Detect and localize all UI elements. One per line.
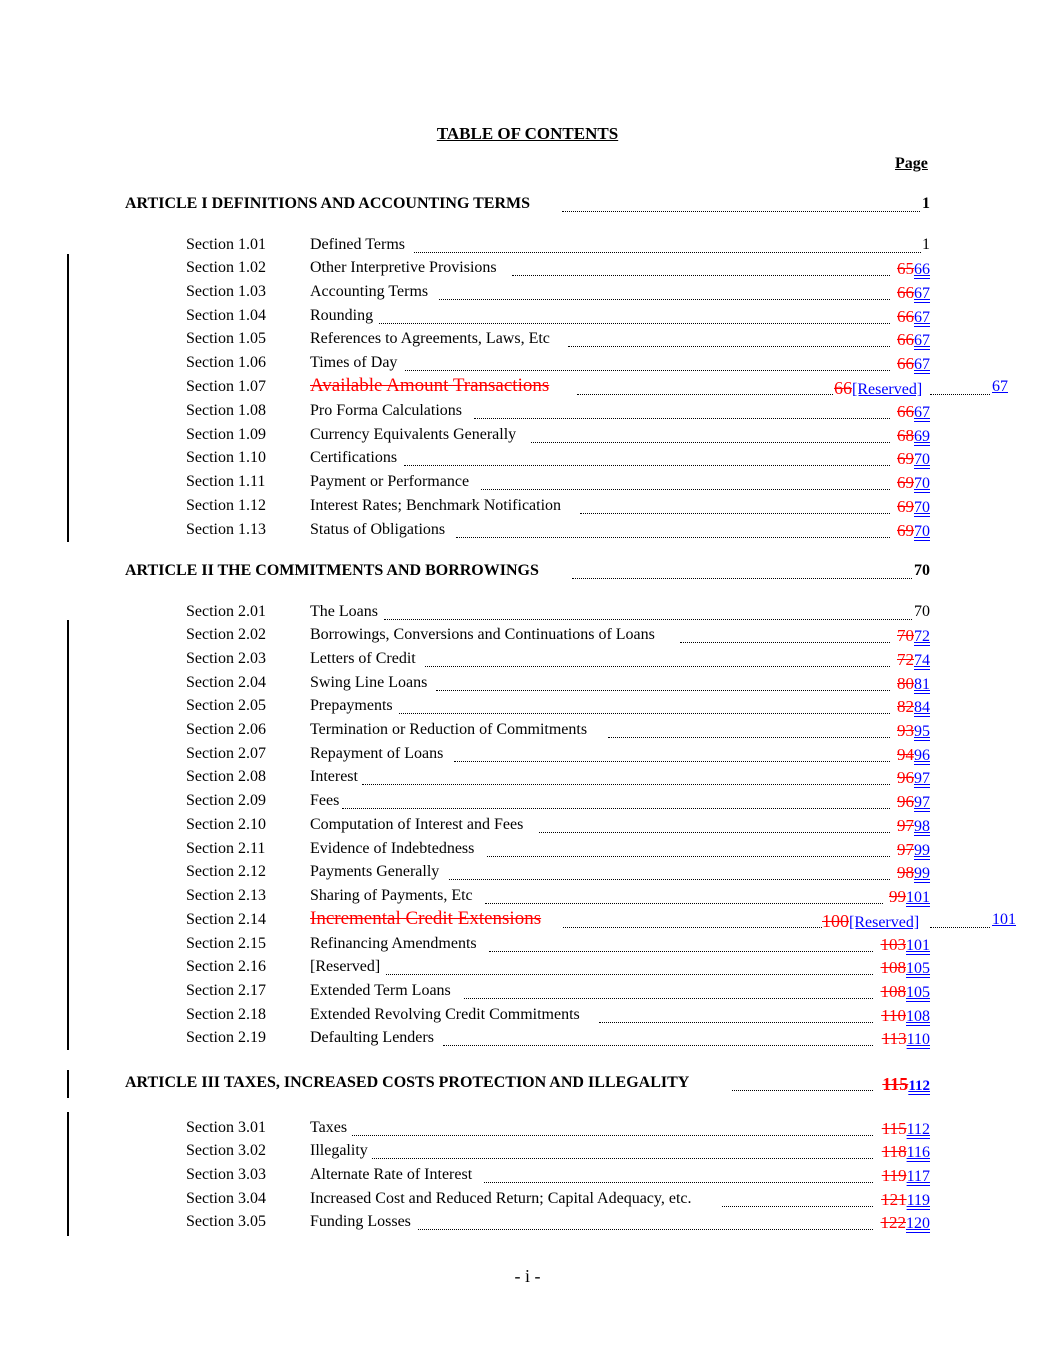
dot-leader [386, 974, 873, 975]
inserted-page-number: 69 [914, 428, 930, 445]
toc-section-entry[interactable] [0, 603, 1055, 627]
dot-leader [487, 856, 890, 857]
section-title: Times of Day [310, 354, 398, 371]
section-number: Section 3.01 [186, 1119, 266, 1136]
section-number: Section 2.11 [186, 840, 266, 857]
article-title: ARTICLE III TAXES, INCREASED COSTS PROTECTION AND ILLEGALITY [125, 1074, 690, 1091]
dot-leader [512, 275, 890, 276]
section-title: [Reserved] [310, 958, 381, 975]
inserted-page-number: 66 [914, 261, 930, 278]
deleted-page-number: 66 [897, 330, 914, 349]
section-number: Section 2.18 [186, 1006, 266, 1023]
section-number: Section 1.03 [186, 283, 266, 300]
inserted-page-number: 116 [906, 1144, 930, 1161]
section-number: Section 2.07 [186, 745, 266, 762]
toc-section-entry[interactable] [0, 1006, 1055, 1030]
section-number: Section 2.15 [186, 935, 266, 952]
dot-leader [342, 808, 890, 809]
deleted-page-number: 66 [897, 283, 914, 302]
dot-leader [384, 619, 912, 620]
dot-leader [405, 370, 890, 371]
toc-section-entry[interactable] [0, 1119, 1055, 1143]
deleted-page-number: 66 [897, 307, 914, 326]
inserted-page-number: 117 [906, 1168, 930, 1185]
deleted-page-number: 94 [897, 745, 914, 764]
deleted-page-number: 69 [897, 449, 914, 468]
deleted-page-number: 72 [897, 650, 914, 669]
section-number: Section 2.12 [186, 863, 266, 880]
toc-section-entry[interactable] [0, 721, 1055, 745]
toc-section-entry[interactable] [0, 768, 1055, 792]
deleted-page-number: 97 [897, 840, 914, 859]
inserted-page-number: 101 [906, 889, 930, 906]
toc-article-entry[interactable] [0, 1074, 1055, 1098]
toc-section-entry[interactable] [0, 697, 1055, 721]
toc-section-entry[interactable] [0, 840, 1055, 864]
dot-leader [436, 690, 890, 691]
section-title: Certifications [310, 449, 398, 466]
inserted-page-number: 112 [908, 1078, 930, 1094]
toc-section-entry[interactable] [0, 650, 1055, 674]
section-title: Funding Losses [310, 1213, 411, 1230]
toc-section-entry[interactable] [0, 626, 1055, 650]
toc-section-entry[interactable] [0, 816, 1055, 840]
section-title: Extended Revolving Credit Commitments [310, 1006, 580, 1023]
section-number: Section 3.03 [186, 1166, 266, 1183]
section-number: Section 2.17 [186, 982, 266, 999]
inserted-section-title: [Reserved] [849, 914, 920, 931]
page-footer-number: - i - [514, 1266, 541, 1286]
toc-section-entry[interactable] [0, 497, 1055, 521]
dot-leader [379, 323, 890, 324]
toc-section-entry[interactable] [0, 935, 1055, 959]
page-column-header: Page [895, 155, 928, 172]
dot-leader [372, 1158, 873, 1159]
toc-section-entry[interactable] [0, 674, 1055, 698]
dot-leader [930, 394, 990, 395]
inserted-page-number: 99 [914, 842, 930, 859]
section-title: Computation of Interest and Fees [310, 816, 524, 833]
toc-section-entry[interactable] [0, 259, 1055, 283]
page-number: 70 [914, 562, 930, 579]
inserted-page-number: 70 [914, 451, 930, 468]
page-number: 1 [922, 195, 930, 212]
section-number: Section 2.03 [186, 650, 266, 667]
article-title: ARTICLE II THE COMMITMENTS AND BORROWINGS [125, 562, 539, 579]
deleted-page-number: 108 [880, 958, 906, 977]
section-number: Section 2.14 [186, 911, 266, 928]
inserted-page-number: 70 [914, 475, 930, 492]
deleted-page-number: 115 [882, 1074, 909, 1094]
dot-leader [930, 927, 990, 928]
section-title: Sharing of Payments, Etc [310, 887, 473, 904]
deleted-page-number: 97 [897, 816, 914, 835]
deleted-page-number: 66 [897, 354, 914, 373]
section-title: References to Agreements, Laws, Etc [310, 330, 550, 347]
dot-leader [489, 951, 873, 952]
deleted-page-number: 65 [897, 259, 914, 278]
section-number: Section 1.04 [186, 307, 266, 324]
section-number: Section 1.02 [186, 259, 266, 276]
section-title: Letters of Credit [310, 650, 416, 667]
inserted-page-number: 70 [914, 523, 930, 540]
section-title: Illegality [310, 1142, 368, 1159]
toc-section-entry[interactable] [0, 863, 1055, 887]
toc-section-entry[interactable] [0, 1213, 1055, 1237]
section-title: Accounting Terms [310, 283, 429, 300]
inserted-page-number: 67 [914, 309, 930, 326]
toc-section-entry[interactable] [0, 307, 1055, 331]
dot-leader [418, 1229, 873, 1230]
dot-leader [352, 1135, 873, 1136]
dot-leader [464, 998, 873, 999]
toc-section-entry[interactable] [0, 236, 1055, 260]
inserted-page-number: 81 [914, 676, 930, 693]
section-title: Interest [310, 768, 358, 785]
toc-section-entry[interactable] [0, 1166, 1055, 1190]
section-number: Section 2.19 [186, 1029, 266, 1046]
deleted-page-number: 66 [897, 402, 914, 421]
inserted-page-number: 97 [914, 794, 930, 811]
section-title: Defaulting Lenders [310, 1029, 434, 1046]
dot-leader [481, 489, 890, 490]
deleted-section-title: Incremental Credit Extensions [310, 908, 542, 929]
inserted-page-number: 119 [906, 1192, 930, 1209]
deleted-page-number: 98 [897, 863, 914, 882]
toc-section-entry[interactable] [0, 283, 1055, 307]
section-number: Section 2.06 [186, 721, 266, 738]
deleted-page-number: 122 [880, 1213, 906, 1232]
section-number: Section 2.02 [186, 626, 266, 643]
section-number: Section 1.06 [186, 354, 266, 371]
inserted-page-number: 67 [914, 356, 930, 373]
inserted-page-number: 120 [906, 1215, 930, 1232]
section-title: Other Interpretive Provisions [310, 259, 497, 276]
section-number: Section 2.09 [186, 792, 266, 809]
inserted-page-number: 97 [914, 770, 930, 787]
inserted-page-number: 72 [914, 628, 930, 645]
dot-leader [599, 1022, 873, 1023]
toc-section-entry[interactable] [0, 426, 1055, 450]
deleted-page-number: 99 [889, 887, 906, 906]
toc-section-entry[interactable] [0, 982, 1055, 1006]
section-title: Extended Term Loans [310, 982, 451, 999]
section-number: Section 1.13 [186, 521, 266, 538]
section-number: Section 1.12 [186, 497, 266, 514]
dot-leader [474, 418, 890, 419]
inserted-page-number: 110 [906, 1031, 930, 1048]
toc-section-entry[interactable] [0, 745, 1055, 769]
section-number: Section 2.13 [186, 887, 266, 904]
dot-leader [580, 513, 890, 514]
toc-section-entry[interactable] [0, 449, 1055, 473]
section-title: Payments Generally [310, 863, 440, 880]
deleted-page-number: 108 [880, 982, 906, 1001]
toc-section-entry[interactable] [0, 908, 1055, 935]
section-title: Taxes [310, 1119, 348, 1136]
dot-leader [485, 903, 883, 904]
deleted-page-number: 70 [897, 626, 914, 645]
dot-leader [680, 642, 890, 643]
dot-leader [608, 737, 890, 738]
inserted-page-number: 98 [914, 818, 930, 835]
section-number: Section 3.04 [186, 1190, 266, 1207]
toc-section-entry[interactable] [0, 1190, 1055, 1214]
toc-section-entry[interactable] [0, 375, 1055, 402]
dot-leader [439, 299, 890, 300]
deleted-page-number: 80 [897, 674, 914, 693]
inserted-page-number: 67 [914, 285, 930, 302]
dot-leader [425, 666, 890, 667]
inserted-page-number: 105 [906, 960, 930, 977]
section-title: The Loans [310, 603, 378, 620]
deleted-page-number: 96 [897, 792, 914, 811]
dot-leader [572, 578, 912, 579]
dot-leader [539, 832, 890, 833]
section-title: Status of Obligations [310, 521, 446, 538]
section-title: Pro Forma Calculations [310, 402, 462, 419]
inserted-page-number: 105 [906, 984, 930, 1001]
section-number: Section 1.01 [186, 236, 266, 253]
section-number: Section 1.07 [186, 378, 266, 395]
toc-article-entry[interactable] [0, 195, 1055, 219]
deleted-page-number: 69 [897, 497, 914, 516]
inserted-page-number: 101 [992, 911, 1016, 928]
dot-leader [531, 442, 890, 443]
section-number: Section 1.09 [186, 426, 266, 443]
section-number: Section 2.01 [186, 603, 266, 620]
section-title: Refinancing Amendments [310, 935, 477, 952]
section-title: Payment or Performance [310, 473, 470, 490]
toc-section-entry[interactable] [0, 521, 1055, 545]
deleted-page-number: 118 [881, 1142, 907, 1161]
deleted-page-number: 68 [897, 426, 914, 445]
article-title: ARTICLE I DEFINITIONS AND ACCOUNTING TERMS [125, 195, 530, 212]
inserted-page-number: 70 [914, 499, 930, 516]
deleted-page-number: 82 [897, 697, 914, 716]
deleted-section-title: Available Amount Transactions [310, 375, 550, 396]
section-title: Termination or Reduction of Commitments [310, 721, 588, 738]
section-number: Section 2.16 [186, 958, 266, 975]
section-title: Defined Terms [310, 236, 405, 253]
inserted-section-title: [Reserved] [852, 381, 923, 398]
page-number: 70 [914, 603, 930, 620]
section-number: Section 1.10 [186, 449, 266, 466]
deleted-page-number: 115 [881, 1119, 907, 1138]
toc-section-entry[interactable] [0, 330, 1055, 354]
section-title: Repayment of Loans [310, 745, 444, 762]
toc-section-entry[interactable] [0, 958, 1055, 982]
inserted-page-number: 99 [914, 865, 930, 882]
section-title: Increased Cost and Reduced Return; Capital Adequacy, etc. [310, 1190, 692, 1207]
section-number: Section 1.08 [186, 402, 266, 419]
deleted-page-number: 66 [834, 378, 852, 398]
section-title: Fees [310, 792, 340, 809]
dot-leader [443, 1045, 873, 1046]
toc-article-entry[interactable] [0, 562, 1055, 586]
section-title: Alternate Rate of Interest [310, 1166, 473, 1183]
section-number: Section 1.05 [186, 330, 266, 347]
section-title: Rounding [310, 307, 374, 324]
inserted-page-number: 74 [914, 652, 930, 669]
toc-section-entry[interactable] [0, 402, 1055, 426]
page-number: 1 [922, 236, 930, 253]
section-title: Swing Line Loans [310, 674, 428, 691]
section-title: Currency Equivalents Generally [310, 426, 517, 443]
deleted-page-number: 69 [897, 473, 914, 492]
section-number: Section 1.11 [186, 473, 266, 490]
inserted-page-number: 96 [914, 747, 930, 764]
toc-section-entry[interactable] [0, 1029, 1055, 1053]
section-number: Section 2.05 [186, 697, 266, 714]
toc-section-entry[interactable] [0, 1142, 1055, 1166]
dot-leader [449, 879, 890, 880]
dot-leader [562, 211, 920, 212]
page-title: TABLE OF CONTENTS [436, 124, 619, 143]
deleted-page-number: 96 [897, 768, 914, 787]
deleted-page-number: 119 [881, 1166, 907, 1185]
section-number: Section 2.10 [186, 816, 266, 833]
inserted-page-number: 95 [914, 723, 930, 740]
inserted-page-number: 112 [906, 1121, 930, 1138]
inserted-page-number: 67 [992, 378, 1008, 395]
inserted-page-number: 67 [914, 332, 930, 349]
section-title: Interest Rates; Benchmark Notification [310, 497, 562, 514]
section-title: Evidence of Indebtedness [310, 840, 475, 857]
dot-leader [362, 784, 890, 785]
dot-leader [568, 346, 890, 347]
dot-leader [732, 1090, 873, 1091]
deleted-page-number: 110 [881, 1006, 906, 1025]
deleted-page-number: 69 [897, 521, 914, 540]
toc-section-entry[interactable] [0, 473, 1055, 497]
section-title: Prepayments [310, 697, 393, 714]
section-number: Section 3.02 [186, 1142, 266, 1159]
dot-leader [563, 927, 822, 928]
toc-section-entry[interactable] [0, 792, 1055, 816]
deleted-page-number: 93 [897, 721, 914, 740]
inserted-page-number: 101 [906, 937, 930, 954]
dot-leader [414, 252, 921, 253]
dot-leader [722, 1206, 873, 1207]
dot-leader [454, 761, 890, 762]
deleted-page-number: 100 [822, 911, 849, 931]
inserted-page-number: 67 [914, 404, 930, 421]
dot-leader [577, 394, 833, 395]
deleted-page-number: 103 [880, 935, 906, 954]
section-number: Section 3.05 [186, 1213, 266, 1230]
dot-leader [484, 1182, 873, 1183]
deleted-page-number: 113 [881, 1029, 907, 1048]
section-title: Borrowings, Conversions and Continuations of Loans [310, 626, 655, 643]
inserted-page-number: 108 [906, 1008, 930, 1025]
inserted-page-number: 84 [914, 699, 930, 716]
dot-leader [404, 465, 890, 466]
section-number: Section 2.08 [186, 768, 266, 785]
deleted-page-number: 121 [881, 1190, 907, 1209]
dot-leader [456, 537, 890, 538]
section-number: Section 2.04 [186, 674, 266, 691]
dot-leader [399, 713, 890, 714]
